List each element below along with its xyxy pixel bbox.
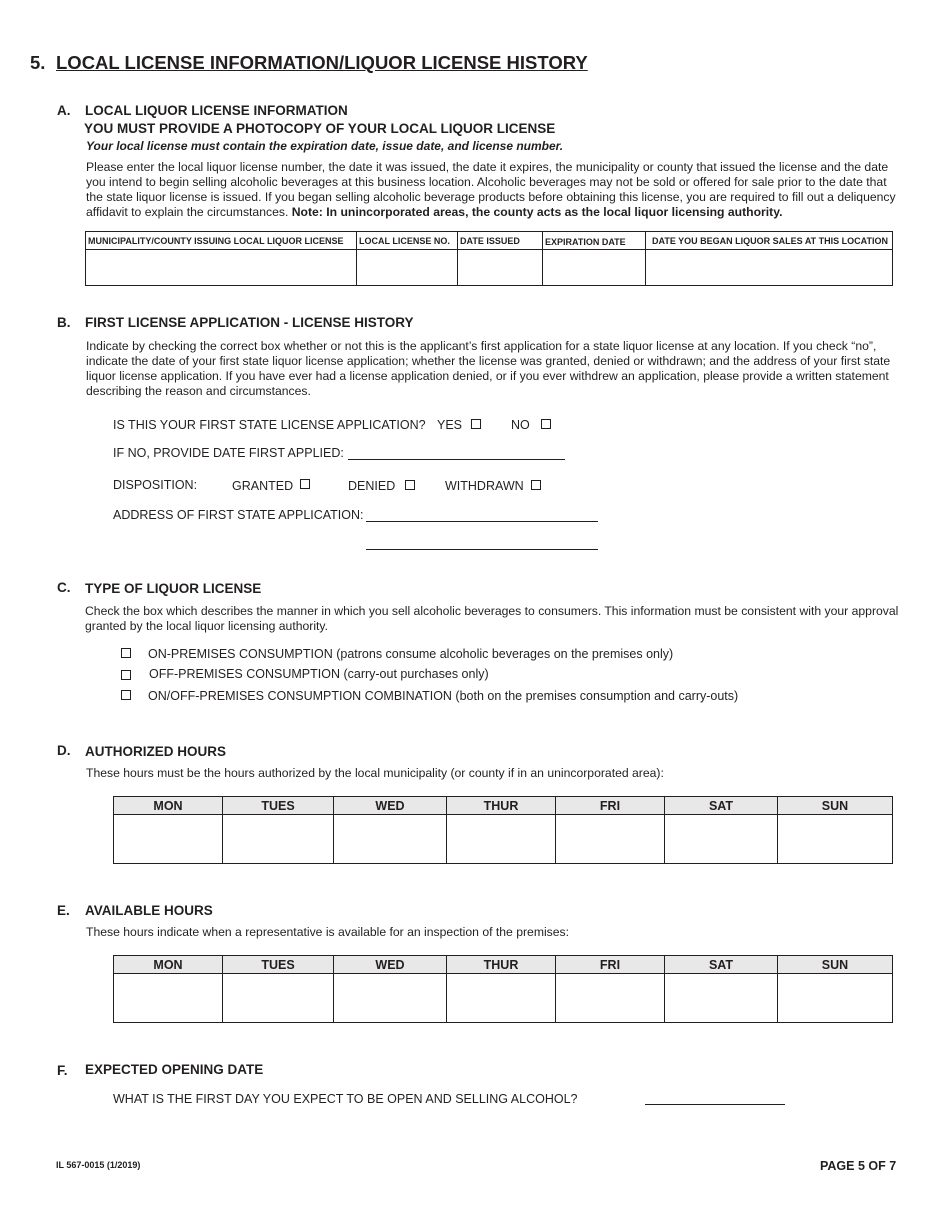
section-d-title: AUTHORIZED HOURS [85, 744, 226, 759]
available-hours-table [113, 955, 893, 1023]
paragraph-line: you intend to begin selling alcoholic beverages at this business location. Alcoholic beverages may not be sold or offered for sale prior to the date that [86, 175, 887, 189]
page-number: PAGE 5 OF 7 [820, 1159, 897, 1173]
yes-checkbox[interactable] [471, 419, 481, 429]
section-number: 5. [30, 52, 46, 73]
paragraph-line: affidavit to explain the circumstances. Note: In unincorporated areas, the county acts as the local liquor licensing authority. [86, 205, 783, 219]
on-premises-label: ON-PREMISES CONSUMPTION (patrons consume alcoholic beverages on the premises only) [148, 647, 674, 661]
license-no-cell[interactable] [357, 250, 458, 286]
disposition-label: DISPOSITION: [113, 478, 198, 492]
page-title [30, 52, 588, 74]
day-header-mon: MON [114, 956, 223, 974]
hours-cell-tues[interactable] [223, 974, 334, 1023]
address-field-line-2[interactable] [366, 549, 598, 550]
day-header-sat: SAT [665, 797, 778, 815]
section-a-paragraph [86, 160, 906, 220]
paragraph-line: Indicate by checking the correct box whether or not this is the applicant’s first application for a state liquor license at any location. If you check “no”, [86, 339, 877, 353]
paragraph-line: liquor license application. If you have ever had a license application denied, or if you ever withdrew an application, please provide a written statement [86, 369, 889, 383]
day-header-thur: THUR [447, 956, 556, 974]
hours-cell-mon[interactable] [114, 974, 223, 1023]
first-application-question: IS THIS YOUR FIRST STATE LICENSE APPLICATION? [113, 418, 426, 432]
date-issued-cell[interactable] [458, 250, 543, 286]
day-header-thur: THUR [447, 797, 556, 815]
address-question: ADDRESS OF FIRST STATE APPLICATION: [113, 508, 364, 522]
hours-cell-sat[interactable] [665, 815, 778, 864]
hours-cell-fri[interactable] [556, 974, 665, 1023]
denied-checkbox[interactable] [405, 480, 415, 490]
hours-cell-thur[interactable] [447, 974, 556, 1023]
paragraph-line: the state liquor license is issued. If you began selling alcoholic beverage products before obtaining this license, you are required to fill out a deliquency [86, 190, 896, 204]
paragraph-line: Check the box which describes the manner in which you sell alcoholic beverages to consumers. This information must be consistent with your approval [85, 604, 899, 618]
authorized-hours-table [113, 796, 893, 864]
paragraph-line: describing the reason and circumstances. [86, 384, 311, 398]
section-a-letter: A. [57, 103, 71, 118]
day-header-sun: SUN [778, 956, 893, 974]
section-c-title: TYPE OF LIQUOR LICENSE [85, 581, 262, 596]
section-a-subtitle: YOU MUST PROVIDE A PHOTOCOPY OF YOUR LOCAL LIQUOR LICENSE [84, 121, 556, 136]
col-license-no: LOCAL LICENSE NO. [357, 232, 458, 250]
section-e-paragraph: These hours indicate when a representative is available for an inspection of the premises: [86, 925, 570, 939]
expiration-date-cell[interactable] [543, 250, 646, 286]
no-label: NO [511, 418, 530, 432]
section-d-letter: D. [57, 743, 71, 758]
day-header-wed: WED [334, 956, 447, 974]
section-f-letter: F. [57, 1063, 68, 1078]
on-off-premises-checkbox[interactable] [121, 690, 131, 700]
on-off-premises-label: ON/OFF-PREMISES CONSUMPTION COMBINATION (both on the premises consumption and carry-outs) [148, 689, 739, 703]
paragraph-line: granted by the local liquor licensing authority. [85, 619, 328, 633]
hours-cell-mon[interactable] [114, 815, 223, 864]
off-premises-checkbox[interactable] [121, 670, 131, 680]
date-first-applied-field[interactable] [348, 459, 565, 460]
withdrawn-label: WITHDRAWN [445, 479, 524, 493]
opening-date-field[interactable] [645, 1104, 785, 1105]
granted-checkbox[interactable] [300, 479, 310, 489]
day-header-sun: SUN [778, 797, 893, 815]
denied-label: DENIED [348, 479, 396, 493]
date-began-sales-cell[interactable] [646, 250, 893, 286]
day-header-tues: TUES [223, 956, 334, 974]
section-a-title: LOCAL LIQUOR LICENSE INFORMATION [85, 103, 348, 118]
section-a-note: Your local license must contain the expiration date, issue date, and license number. [86, 139, 564, 153]
yes-label: YES [437, 418, 463, 432]
granted-label: GRANTED [232, 479, 294, 493]
paragraph-line: indicate the date of your first state liquor license application; whether the license was granted, denied or withdrawn; and the address of your first state [86, 354, 891, 368]
hours-cell-tues[interactable] [223, 815, 334, 864]
no-checkbox[interactable] [541, 419, 551, 429]
opening-date-question: WHAT IS THE FIRST DAY YOU EXPECT TO BE OPEN AND SELLING ALCOHOL? [113, 1092, 578, 1106]
day-header-tues: TUES [223, 797, 334, 815]
section-c-letter: C. [57, 580, 71, 595]
section-b-paragraph [86, 339, 906, 399]
day-header-fri: FRI [556, 797, 665, 815]
col-municipality: MUNICIPALITY/COUNTY ISSUING LOCAL LIQUOR LICENSE [86, 232, 357, 250]
hours-cell-wed[interactable] [334, 974, 447, 1023]
withdrawn-checkbox[interactable] [531, 480, 541, 490]
section-e-title: AVAILABLE HOURS [85, 903, 213, 918]
paragraph-line: Please enter the local liquor license number, the date it was issued, the date it expires, the municipality or county that issued the license and the date [86, 160, 889, 174]
section-e-letter: E. [57, 903, 70, 918]
col-date-issued: DATE ISSUED [458, 232, 543, 250]
local-license-table [85, 231, 893, 286]
hours-cell-sun[interactable] [778, 815, 893, 864]
section-f-title: EXPECTED OPENING DATE [85, 1062, 264, 1077]
off-premises-label: OFF-PREMISES CONSUMPTION (carry-out purchases only) [149, 667, 489, 681]
municipality-cell[interactable] [86, 250, 357, 286]
section-d-paragraph: These hours must be the hours authorized by the local municipality (or county if in an unincorporated area): [86, 766, 664, 780]
hours-cell-wed[interactable] [334, 815, 447, 864]
page-title-text: LOCAL LICENSE INFORMATION/LIQUOR LICENSE HISTORY [56, 52, 588, 73]
hours-cell-fri[interactable] [556, 815, 665, 864]
col-expiration-date: EXPIRATION DATE [543, 232, 646, 250]
day-header-wed: WED [334, 797, 447, 815]
col-date-began-sales: DATE YOU BEGAN LIQUOR SALES AT THIS LOCATION [646, 232, 893, 250]
on-premises-checkbox[interactable] [121, 648, 131, 658]
hours-cell-sat[interactable] [665, 974, 778, 1023]
day-header-sat: SAT [665, 956, 778, 974]
section-b-letter: B. [57, 315, 71, 330]
address-field-line-1[interactable] [366, 521, 598, 522]
hours-cell-sun[interactable] [778, 974, 893, 1023]
date-first-applied-question: IF NO, PROVIDE DATE FIRST APPLIED: [113, 446, 344, 460]
day-header-mon: MON [114, 797, 223, 815]
paragraph-note: Note: In unincorporated areas, the county acts as the local liquor licensing authority. [291, 205, 783, 219]
section-c-paragraph [85, 604, 905, 634]
hours-cell-thur[interactable] [447, 815, 556, 864]
section-b-title: FIRST LICENSE APPLICATION - LICENSE HISTORY [85, 315, 414, 330]
form-id: IL 567-0015 (1/2019) [56, 1160, 141, 1170]
day-header-fri: FRI [556, 956, 665, 974]
